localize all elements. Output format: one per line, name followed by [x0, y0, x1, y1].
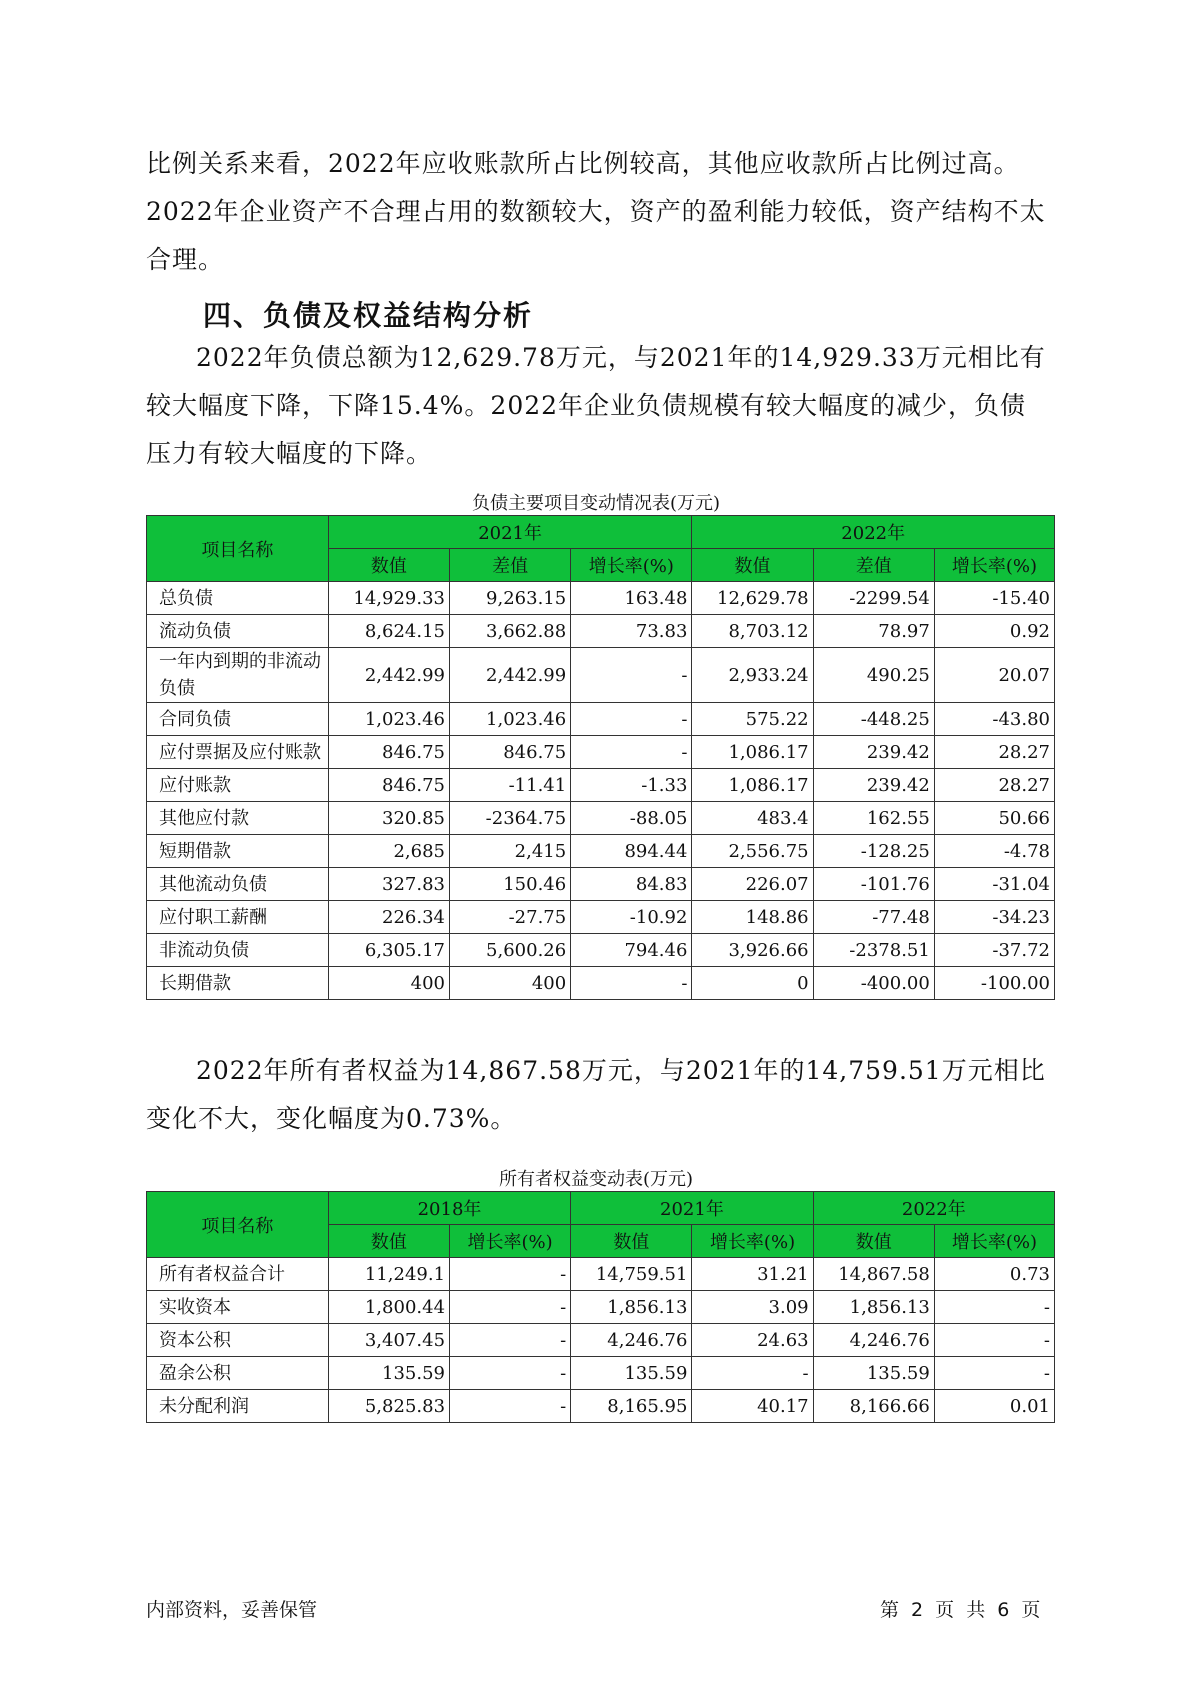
- table-cell: -1.33: [571, 769, 692, 802]
- table2-subheader: 增长率(%): [450, 1225, 571, 1258]
- table-cell: 12,629.78: [692, 582, 813, 615]
- table-cell: 3.09: [692, 1291, 813, 1324]
- table-cell: 163.48: [571, 582, 692, 615]
- table2-name-header: 项目名称: [147, 1192, 329, 1258]
- table-cell: 0: [692, 967, 813, 1000]
- table-cell: -: [450, 1291, 571, 1324]
- table1-year-header: 2021年: [328, 516, 692, 549]
- table-cell: 14,929.33: [328, 582, 449, 615]
- table-cell: 483.4: [692, 802, 813, 835]
- table-cell: -100.00: [934, 967, 1054, 1000]
- table-cell: -: [450, 1258, 571, 1291]
- table-cell: 846.75: [450, 736, 571, 769]
- table-cell: -34.23: [934, 901, 1054, 934]
- row-label: 非流动负债: [147, 934, 329, 967]
- table-cell: 150.46: [450, 868, 571, 901]
- table-cell: 400: [328, 967, 449, 1000]
- row-label: 资本公积: [147, 1324, 329, 1357]
- table-cell: 1,856.13: [571, 1291, 692, 1324]
- table-cell: -448.25: [813, 703, 934, 736]
- table-cell: -: [450, 1357, 571, 1390]
- table-cell: 0.73: [934, 1258, 1054, 1291]
- table-cell: 28.27: [934, 769, 1054, 802]
- table-cell: 239.42: [813, 769, 934, 802]
- table-row: [147, 835, 1055, 868]
- table-cell: 2,685: [328, 835, 449, 868]
- table-cell: 1,023.46: [450, 703, 571, 736]
- table-cell: 3,407.45: [328, 1324, 449, 1357]
- table1-name-header: 项目名称: [147, 516, 329, 582]
- table-cell: -37.72: [934, 934, 1054, 967]
- table1-subheader: 数值: [692, 549, 813, 582]
- equity-table: [146, 1191, 1055, 1423]
- table-row: [147, 648, 1055, 703]
- table-cell: 226.34: [328, 901, 449, 934]
- table-cell: -15.40: [934, 582, 1054, 615]
- table-cell: -2299.54: [813, 582, 934, 615]
- table1-subheader: 数值: [328, 549, 449, 582]
- table-cell: 575.22: [692, 703, 813, 736]
- table-row: [147, 615, 1055, 648]
- table-cell: 2,442.99: [328, 648, 449, 703]
- table-cell: -: [692, 1357, 813, 1390]
- table-cell: 0.92: [934, 615, 1054, 648]
- table-cell: 1,856.13: [813, 1291, 934, 1324]
- row-label: 总负债: [147, 582, 329, 615]
- table-cell: -4.78: [934, 835, 1054, 868]
- table1-caption: 负债主要项目变动情况表(万元): [471, 493, 721, 514]
- table-row: [147, 1324, 1055, 1357]
- table-cell: 8,624.15: [328, 615, 449, 648]
- table-cell: -27.75: [450, 901, 571, 934]
- table-cell: 135.59: [813, 1357, 934, 1390]
- row-label: 合同负债: [147, 703, 329, 736]
- table2-body: [147, 1258, 1055, 1423]
- table2-year-header: 2018年: [328, 1192, 570, 1225]
- table-row: [147, 582, 1055, 615]
- section-heading: 四、负债及权益结构分析: [203, 299, 534, 332]
- table1-subheader: 增长率(%): [934, 549, 1054, 582]
- table-cell: -: [934, 1291, 1054, 1324]
- table-cell: 1,800.44: [328, 1291, 449, 1324]
- table-cell: 4,246.76: [571, 1324, 692, 1357]
- paragraph-equity-summary: 2022年所有者权益为14,867.58万元，与2021年的14,759.51万元相比变化不大，变化幅度为0.73%。: [146, 1056, 1046, 1133]
- table-cell: -: [450, 1390, 571, 1423]
- row-label: 流动负债: [147, 615, 329, 648]
- table1-subheader: 差值: [813, 549, 934, 582]
- table2-subheader: 数值: [571, 1225, 692, 1258]
- table-cell: 73.83: [571, 615, 692, 648]
- row-label: 实收资本: [147, 1291, 329, 1324]
- row-label: 应付票据及应付账款: [147, 736, 329, 769]
- table-cell: 5,600.26: [450, 934, 571, 967]
- table-cell: 40.17: [692, 1390, 813, 1423]
- table-cell: 846.75: [328, 736, 449, 769]
- table-row: [147, 1291, 1055, 1324]
- table2-year-header: 2021年: [571, 1192, 813, 1225]
- table-cell: -2364.75: [450, 802, 571, 835]
- table-cell: 11,249.1: [328, 1258, 449, 1291]
- table2-subheader: 数值: [328, 1225, 449, 1258]
- table-cell: 84.83: [571, 868, 692, 901]
- table-cell: 1,023.46: [328, 703, 449, 736]
- table-cell: 894.44: [571, 835, 692, 868]
- table-cell: 2,442.99: [450, 648, 571, 703]
- table-cell: 400: [450, 967, 571, 1000]
- table-cell: -2378.51: [813, 934, 934, 967]
- table-cell: 2,556.75: [692, 835, 813, 868]
- table-cell: -: [571, 736, 692, 769]
- table-cell: 14,759.51: [571, 1258, 692, 1291]
- table-row: [147, 868, 1055, 901]
- row-label: 长期借款: [147, 967, 329, 1000]
- table-cell: 148.86: [692, 901, 813, 934]
- table-cell: 78.97: [813, 615, 934, 648]
- table-row: [147, 901, 1055, 934]
- row-label: 其他流动负债: [147, 868, 329, 901]
- paragraph-liability-summary: 2022年负债总额为12,629.78万元，与2021年的14,929.33万元相比有较大幅度下降，下降15.4%。2022年企业负债规模有较大幅度的减少，负债压力有较大幅度的下降。: [146, 343, 1046, 468]
- table-cell: 4,246.76: [813, 1324, 934, 1357]
- row-label: 其他应付款: [147, 802, 329, 835]
- table-cell: 135.59: [571, 1357, 692, 1390]
- table2-year-header: 2022年: [813, 1192, 1054, 1225]
- table-cell: 794.46: [571, 934, 692, 967]
- table-cell: 2,415: [450, 835, 571, 868]
- table-cell: -77.48: [813, 901, 934, 934]
- table-row: [147, 703, 1055, 736]
- paragraph-asset-summary: 比例关系来看，2022年应收账款所占比例较高，其他应收款所占比例过高。2022年企业资产不合理占用的数额较大，资产的盈利能力较低，资产结构不太合理。: [146, 149, 1046, 274]
- table-cell: -11.41: [450, 769, 571, 802]
- table-cell: -128.25: [813, 835, 934, 868]
- table-row: [147, 736, 1055, 769]
- footer-page-number: 第 2 页 共 6 页: [880, 1599, 1041, 1621]
- table-cell: 239.42: [813, 736, 934, 769]
- table-cell: 28.27: [934, 736, 1054, 769]
- table-cell: 50.66: [934, 802, 1054, 835]
- table-cell: -: [571, 967, 692, 1000]
- table-cell: -88.05: [571, 802, 692, 835]
- table2-subheader: 增长率(%): [692, 1225, 813, 1258]
- table-cell: 226.07: [692, 868, 813, 901]
- table-cell: -31.04: [934, 868, 1054, 901]
- footer-confidential-note: 内部资料，妥善保管: [146, 1599, 318, 1621]
- table-cell: 8,703.12: [692, 615, 813, 648]
- table2-caption: 所有者权益变动表(万元): [498, 1169, 694, 1190]
- table-cell: -: [571, 648, 692, 703]
- row-label: 一年内到期的非流动负债: [147, 648, 329, 703]
- row-label: 未分配利润: [147, 1390, 329, 1423]
- table-row: [147, 934, 1055, 967]
- table-cell: -: [934, 1357, 1054, 1390]
- table-cell: -101.76: [813, 868, 934, 901]
- table-row: [147, 769, 1055, 802]
- table-row: [147, 802, 1055, 835]
- table1-subheader: 增长率(%): [571, 549, 692, 582]
- table-cell: 5,825.83: [328, 1390, 449, 1423]
- table1-subheader: 差值: [450, 549, 571, 582]
- table-cell: 9,263.15: [450, 582, 571, 615]
- table-cell: 490.25: [813, 648, 934, 703]
- table2-subheader: 数值: [813, 1225, 934, 1258]
- table-cell: -: [934, 1324, 1054, 1357]
- table-cell: 162.55: [813, 802, 934, 835]
- table-cell: 31.21: [692, 1258, 813, 1291]
- row-label: 应付账款: [147, 769, 329, 802]
- table-cell: 320.85: [328, 802, 449, 835]
- table-row: [147, 1357, 1055, 1390]
- table-cell: 846.75: [328, 769, 449, 802]
- table-cell: 20.07: [934, 648, 1054, 703]
- table-cell: -: [571, 703, 692, 736]
- table-row: [147, 967, 1055, 1000]
- table-cell: 135.59: [328, 1357, 449, 1390]
- table-cell: 3,926.66: [692, 934, 813, 967]
- table1-body: [147, 582, 1055, 1000]
- table-cell: 8,165.95: [571, 1390, 692, 1423]
- table-cell: -43.80: [934, 703, 1054, 736]
- row-label: 应付职工薪酬: [147, 901, 329, 934]
- row-label: 短期借款: [147, 835, 329, 868]
- table-row: [147, 1258, 1055, 1291]
- liability-table: [146, 515, 1055, 1000]
- table-cell: 327.83: [328, 868, 449, 901]
- table-cell: 1,086.17: [692, 769, 813, 802]
- table-cell: 14,867.58: [813, 1258, 934, 1291]
- table-cell: 1,086.17: [692, 736, 813, 769]
- table1-year-header: 2022年: [692, 516, 1055, 549]
- table-cell: 6,305.17: [328, 934, 449, 967]
- table-cell: -400.00: [813, 967, 934, 1000]
- table-cell: -: [450, 1324, 571, 1357]
- table-cell: 0.01: [934, 1390, 1054, 1423]
- table-cell: 8,166.66: [813, 1390, 934, 1423]
- table-row: [147, 1390, 1055, 1423]
- table-cell: 3,662.88: [450, 615, 571, 648]
- row-label: 盈余公积: [147, 1357, 329, 1390]
- table-cell: 2,933.24: [692, 648, 813, 703]
- row-label: 所有者权益合计: [147, 1258, 329, 1291]
- table2-subheader: 增长率(%): [934, 1225, 1054, 1258]
- table-cell: 24.63: [692, 1324, 813, 1357]
- table-cell: -10.92: [571, 901, 692, 934]
